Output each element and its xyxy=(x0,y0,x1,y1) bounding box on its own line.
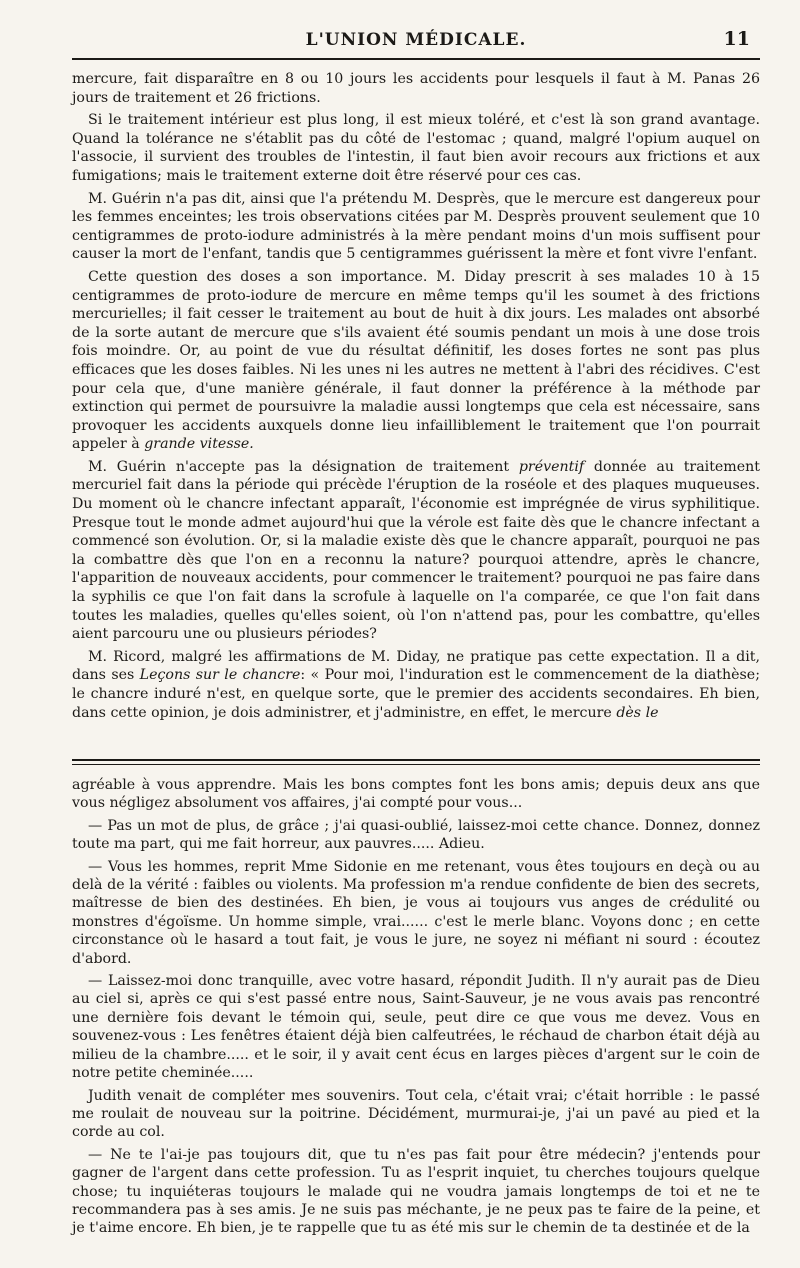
article-text: donnée au traitement mercuriel fait dans la période qui précède l'éruption de la roséole et des plaques muqueuses. Du moment où le chancre infectant apparaît, l'économie est imprégnée de virus syphilitique. Presque tout le monde admet aujourd'hui que la vérole est faite dès que le chancre infectant a commencé son évolution. Or, si la maladie existe dès que le chancre apparaît, pourquoi ne pas la combattre dès que l'on en a reconnu la nature? pourquoi attendre, après le chancre, l'apparition de nouveaux accidents, pour commencer le traitement? pourquoi ne pas faire dans la syphilis ce que l'on fait dans la scrofule à laquelle on l'a comparée, ce que l'on fait dans toutes les maladies, quelles qu'elles soient, où l'on n'attend pas, pour les combattre, qu'elles aient parcouru une ou plusieurs périodes? xyxy=(72,458,760,643)
article-paragraph: Si le traitement intérieur est plus long, il est mieux toléré, et c'est là son grand avantage. Quand la tolérance ne s'établit pas du côté de l'estomac ; quand, malgré l'opium auquel on l'associe, il survient des troubles de l'intestin, il faut bien avoir recours aux frictions et aux fumigations; mais le traitement externe doit être réservé pour ces cas. xyxy=(72,112,760,184)
article-paragraph xyxy=(72,458,760,644)
section-divider xyxy=(72,759,760,765)
article-text: M. Guérin n'accepte pas la désignation de traitement xyxy=(88,458,510,475)
novel-paragraph: Judith venait de compléter mes souvenirs. Tout cela, c'était vrai; c'était horrible : le passé me roulait de nouveau sur la poitrine. Décidément, murmurai-je, j'ai un pavé au pied et la corde au col. xyxy=(72,1087,760,1141)
article-paragraph: mercure, fait disparaître en 8 ou 10 jours les accidents pour lesquels il faut à M. Panas 26 jours de traitement et 26 frictions. xyxy=(72,71,760,106)
novel-paragraph: — Ne te l'ai-je pas toujours dit, que tu n'es pas fait pour être médecin? j'entends pour gagner de l'argent dans cette profession. Tu as l'esprit inquiet, tu cherches toujours quelque chose; tu inquiéteras toujours le malade qui ne voudra jamais longtemps de toi et ne te recommandera pas à ses amis. Je ne suis pas méchante, je ne peux pas te faire de la peine, et je t'aime encore. Eh bien, je te rappelle que tu as été mis sur le chemin de ta destinée et de la xyxy=(72,1146,760,1237)
feuilleton-text xyxy=(72,776,760,1242)
article-paragraph: M. Guérin n'a pas dit, ainsi que l'a prétendu M. Desprès, que le mercure est dangereux pour les femmes enceintes; les trois observations citées par M. Desprès prouvent seulement que 10 centigrammes de proto-iodure administrés à la mère pendant moins d'un mois suffisent pour causer la mort de l'enfant, tandis que 5 centigrammes guérissent la mère et font vivre l'enfant. xyxy=(72,190,760,263)
novel-paragraph: — Pas un mot de plus, de grâce ; j'ai quasi-oublié, laissez-moi cette chance. Donnez, donnez toute ma part, qui me fait horreur, aux pauvres..... Adieu. xyxy=(72,817,760,853)
article-paragraph xyxy=(72,268,760,454)
novel-paragraph: — Vous les hommes, reprit Mme Sidonie en me retenant, vous êtes toujours en deçà ou au delà de la vérité : faibles ou violents. Ma profession m'a rendue confidente de bien des secrets, maîtresse de bien des destinées. Eh bien, je vous ai toujours vus anges de crédulité ou monstres d'égoïsme. Un homme simple, vrai...... c'est le merle blanc. Voyons donc ; en cette circonstance où le hasard a tout fait, je vous le jure, ne soyez ni méfiant ni sourd : écoutez d'abord. xyxy=(72,858,760,967)
page-header xyxy=(72,26,760,56)
novel-paragraph: — Laissez-moi donc tranquille, avec votre hasard, répondit Judith. Il n'y aurait pas de Dieu au ciel si, après ce qui s'est passé entre nous, Saint-Sauveur, je ne vous avais pas rencontré une dernière fois devant le témoin qui, seule, peut dire ce que vous me devez. Vous en souvenez-vous : Les fenêtres étaient déjà bien calfeutrées, le réchaud de charbon était déjà au milieu de la chambre..... et le soir, il y avait cent écus en larges pièces d'argent sur le coin de notre petite cheminée..... xyxy=(72,973,760,1082)
novel-paragraph: agréable à vous apprendre. Mais les bons comptes font les bons amis; depuis deux ans que vous négligez absolument vos affaires, j'ai compté pour vous... xyxy=(72,777,760,812)
article-text: Cette question des doses a son importance. M. Diday prescrit à ses malades 10 à 15 centigrammes de proto-iodure de mercure en même temps qu'il les soumet à des frictions mercurielles; il fait cesser le traitement au bout de huit à dix jours. Les malades ont absorbé de la sorte autant de mercure que s'ils avaient été soumis pendant un mois à une dose trois fois moindre. Or, au point de vue du résultat définitif, les doses fortes ne sont pas plus efficaces que les doses faibles. Ni les unes ni les autres ne mettent à l'abri des récidives. C'est pour cela que, d'une manière générale, il faut donner la préférence à la méthode par extinction qui permet de poursuivre la maladie aussi longtemps que cela est nécessaire, sans provoquer les accidents auxquels donne lieu infailliblement le traitement que l'on pourrait appeler à xyxy=(72,268,760,453)
page-number: 11 xyxy=(723,28,750,50)
italic-phrase: dès le xyxy=(616,704,659,721)
italic-phrase: grande vitesse. xyxy=(144,436,254,453)
italic-title: Leçons sur le chancre xyxy=(139,667,301,684)
article-text: M. Ricord, malgré les affirmations de M. Diday, ne pratique pas cette expectation. Il a dit, dans ses xyxy=(72,648,760,684)
italic-phrase: préventif xyxy=(518,458,585,475)
article-paragraph xyxy=(72,648,760,722)
article-text: : « Pour moi, l'induration est le commencement de la diathèse; le chancre induré n'est, en quelque sorte, que le premier des accidents secondaires. Eh bien, dans cette opinion, je dois administrer, et j'administre, en effet, le mercure xyxy=(72,667,760,721)
running-title: L'UNION MÉDICALE. xyxy=(305,30,527,50)
medical-article xyxy=(72,70,760,726)
header-rule xyxy=(72,58,760,60)
